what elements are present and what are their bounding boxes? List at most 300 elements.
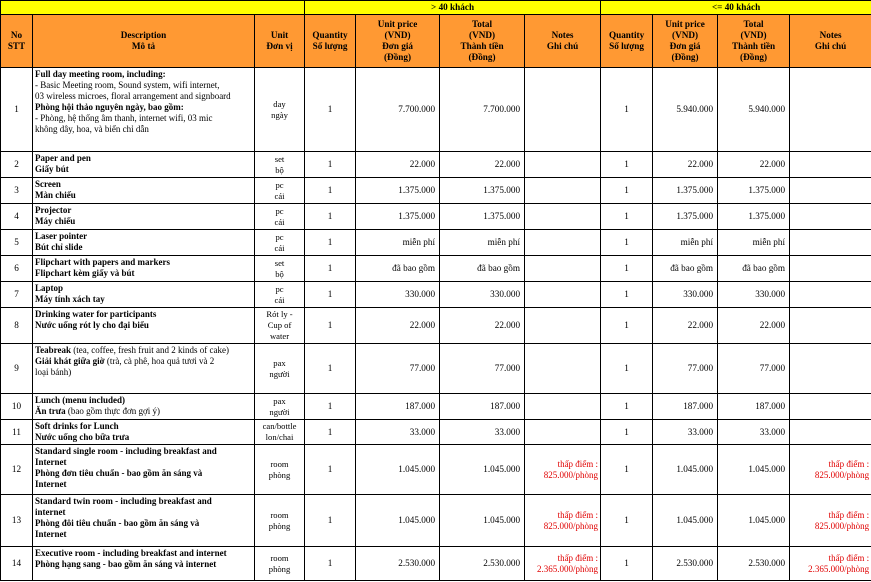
description-line: Lunch (menu included) (35, 395, 126, 405)
cell-line: 825.000/phòng (814, 520, 870, 531)
row-number-text: 10 (11, 401, 22, 411)
total-text: 77.000 (494, 363, 521, 373)
quantity-text: 1 (327, 104, 333, 114)
quantity-above (305, 344, 356, 394)
group-header-blank (1, 1, 305, 15)
row-number-text: 1 (14, 104, 19, 114)
quantity-text: 1 (327, 401, 333, 411)
description-line: Paper and pen (35, 153, 91, 163)
cell-line: người (269, 406, 290, 417)
header-notes-above: Notes Ghi chú (525, 15, 601, 68)
description-line: Internet (35, 479, 67, 489)
price-text: 77.000 (409, 363, 436, 373)
quantity-text: 1 (327, 185, 333, 195)
unit-price-above (356, 445, 440, 495)
price-text: 2.530.000 (398, 558, 436, 568)
description-line: Full day meeting room, including: (35, 69, 166, 79)
unit-price-above (356, 256, 440, 282)
notes-above (525, 547, 601, 581)
description-line: Flipchart with papers and markers (35, 257, 170, 267)
notes-above (525, 256, 601, 282)
notes-upto (790, 68, 871, 152)
quantity-upto (601, 344, 653, 394)
unit-price-above (356, 495, 440, 547)
cell-line: pax (273, 357, 286, 368)
total-upto (718, 68, 790, 152)
notes-above (525, 178, 601, 204)
unit-price-upto (653, 204, 718, 230)
total-above (440, 495, 525, 547)
description-line: Executive room - including breakfast and internet (35, 548, 227, 558)
row-number-text: 12 (11, 464, 22, 474)
cell-line: bộ (275, 268, 284, 279)
description-line: - Phòng, hệ thống âm thanh, internet wifi, 03 mic (35, 113, 213, 123)
total-text: 1.045.000 (483, 464, 521, 474)
description-line: Màn chiếu (35, 190, 76, 200)
description-line: Nước uống cho bữa trưa (35, 432, 130, 442)
header-description: Description Mô tả (33, 15, 255, 68)
notes-upto (790, 178, 871, 204)
total-text: 33.000 (759, 426, 786, 437)
total-upto (718, 445, 790, 495)
table-row (1, 547, 871, 581)
total-upto (718, 420, 790, 445)
quantity-text: 1 (327, 263, 333, 273)
quantity-text: 1 (624, 237, 629, 247)
quantity-above (305, 256, 356, 282)
header-total-above: Total (VND) Thành tiền (Đồng) (440, 15, 525, 68)
row-number-text: 4 (14, 211, 19, 221)
cell-line: 2.365.000/phòng (808, 563, 870, 574)
row-number (1, 495, 33, 547)
description-rest: (trà, cà phê, hoa quả tươi và 2 (104, 356, 215, 366)
row-number (1, 282, 33, 308)
total-above (440, 178, 525, 204)
header-unit-price-upto: Unit price (VND) Đơn giá (Đồng) (653, 15, 718, 68)
cell-line: 825.000/phòng (814, 469, 870, 480)
row-number (1, 445, 33, 495)
description-cell (33, 68, 255, 152)
total-text: 2.530.000 (748, 558, 786, 568)
description-cell (33, 152, 255, 178)
row-number (1, 230, 33, 256)
table-row (1, 230, 871, 256)
cell-line: room (270, 509, 289, 520)
description-cell (33, 204, 255, 230)
cell-line: cái (274, 216, 285, 227)
quantity-above (305, 445, 356, 495)
description-bold: Teabreak (35, 345, 72, 355)
total-text: 1.375.000 (483, 185, 521, 195)
cell-line: thấp điểm : (557, 509, 599, 520)
row-number-text: 6 (14, 263, 19, 273)
price-text: 1.375.000 (676, 211, 714, 221)
quantity-upto (601, 230, 653, 256)
total-text: 187.000 (490, 401, 521, 411)
header-quantity-upto: Quantity Số lượng (601, 15, 653, 68)
unit-cell (255, 178, 305, 204)
unit-price-above (356, 420, 440, 445)
total-upto (718, 394, 790, 420)
cell-line: day (273, 98, 286, 109)
description-cell (33, 394, 255, 420)
cell-line: 825.000/phòng (543, 469, 599, 480)
quantity-above (305, 547, 356, 581)
description-line: Bút chỉ slide (35, 242, 83, 252)
price-text: 33.000 (687, 426, 714, 437)
unit-price-above (356, 282, 440, 308)
row-number (1, 547, 33, 581)
table-row (1, 256, 871, 282)
unit-price-upto (653, 420, 718, 445)
unit-price-upto (653, 445, 718, 495)
notes-upto (790, 152, 871, 178)
description-rest: (bao gồm thực đơn gợi ý) (65, 406, 161, 416)
table-row (1, 308, 871, 344)
quantity-above (305, 178, 356, 204)
unit-price-above (356, 547, 440, 581)
price-text: 330.000 (405, 289, 436, 299)
quantity-text: 1 (624, 104, 629, 114)
description-line: - Basic Meeting room, Sound system, wifi internet, (35, 80, 220, 90)
cell-line: set (274, 257, 285, 268)
row-number-text: 9 (14, 363, 19, 373)
group-header-row (1, 1, 871, 15)
total-text: 187.000 (755, 401, 786, 411)
row-number (1, 394, 33, 420)
cell-line: water (269, 331, 290, 341)
row-number (1, 178, 33, 204)
total-above (440, 420, 525, 445)
total-text: 33.000 (494, 426, 521, 437)
price-text: 1.375.000 (398, 211, 436, 221)
price-text: 5.940.000 (676, 104, 714, 114)
quantity-text: 1 (327, 159, 333, 169)
notes-above (525, 495, 601, 547)
total-upto (718, 282, 790, 308)
unit-price-upto (653, 495, 718, 547)
unit-price-above (356, 344, 440, 394)
quantity-text: 1 (624, 320, 629, 330)
quantity-text: 1 (624, 289, 629, 299)
quantity-above (305, 152, 356, 178)
price-text: 187.000 (405, 401, 436, 411)
cell-line: người (269, 368, 290, 379)
header-no: No STT (1, 15, 33, 68)
quantity-text: 1 (624, 185, 629, 195)
cell-line: pax (273, 395, 286, 406)
price-text: 22.000 (409, 320, 436, 330)
notes-upto (790, 204, 871, 230)
description-line: Phòng đơn tiêu chuẩn - bao gồm ăn sáng và (35, 468, 203, 478)
cell-line: pc (275, 283, 284, 294)
quantity-above (305, 204, 356, 230)
unit-cell (255, 308, 305, 344)
quantity-above (305, 68, 356, 152)
notes-upto (790, 256, 871, 282)
quantity-upto (601, 256, 653, 282)
notes-above (525, 420, 601, 445)
total-upto (718, 256, 790, 282)
unit-price-upto (653, 282, 718, 308)
total-text: miễn phí (487, 237, 521, 247)
unit-cell (255, 420, 305, 445)
unit-price-upto (653, 344, 718, 394)
notes-upto (790, 230, 871, 256)
description-line: Soft drinks for Lunch (35, 421, 119, 431)
unit-price-upto (653, 178, 718, 204)
quantity-text: 1 (327, 289, 333, 299)
table-row (1, 152, 871, 178)
notes-upto (790, 495, 871, 547)
quantity-text: 1 (624, 401, 629, 411)
description-line: Phòng đôi tiêu chuẩn - bao gồm ăn sáng và (35, 518, 200, 528)
unit-price-above (356, 204, 440, 230)
cell-line: 825.000/phòng (543, 520, 599, 531)
description-cell (33, 344, 255, 394)
description-bold: Ăn trưa (35, 406, 66, 416)
notes-above (525, 282, 601, 308)
total-text: 1.375.000 (483, 211, 521, 221)
group-header-up-to-40: <= 40 khách (601, 1, 871, 15)
cell-line: can/bottle (262, 421, 297, 431)
quantity-upto (601, 152, 653, 178)
cell-line: Rót ly - (266, 309, 293, 319)
total-upto (718, 344, 790, 394)
notes-upto (790, 308, 871, 344)
unit-price-upto (653, 308, 718, 344)
quantity-text: 1 (624, 464, 629, 474)
total-upto (718, 204, 790, 230)
row-number-text: 14 (11, 558, 22, 568)
unit-price-above (356, 178, 440, 204)
table-row (1, 68, 871, 152)
total-text: 1.045.000 (483, 515, 521, 525)
unit-cell (255, 204, 305, 230)
row-number (1, 344, 33, 394)
price-text: 1.375.000 (676, 185, 714, 195)
price-text: 1.045.000 (676, 515, 714, 525)
quantity-text: 1 (624, 263, 629, 273)
description-line: Standard single room - including breakfast and (35, 446, 217, 456)
quantity-above (305, 230, 356, 256)
notes-above (525, 68, 601, 152)
total-upto (718, 178, 790, 204)
description-line: Internet (35, 457, 67, 467)
quantity-above (305, 420, 356, 445)
price-text: 1.045.000 (676, 464, 714, 474)
table-row (1, 282, 871, 308)
unit-cell (255, 256, 305, 282)
cell-line: room (270, 458, 289, 469)
price-text: 1.375.000 (398, 185, 436, 195)
total-text: miễn phí (752, 237, 786, 247)
total-above (440, 344, 525, 394)
unit-price-upto (653, 547, 718, 581)
description-line: Phòng hội thảo nguyên ngày, bao gồm: (35, 102, 184, 112)
description-cell (33, 445, 255, 495)
price-text: 1.045.000 (398, 515, 436, 525)
description-cell (33, 256, 255, 282)
quantity-text: 1 (624, 363, 629, 373)
cell-line: 2.365.000/phòng (537, 563, 599, 574)
quantity-upto (601, 68, 653, 152)
total-above (440, 152, 525, 178)
notes-upto (790, 282, 871, 308)
price-text: 7.700.000 (398, 104, 436, 114)
total-text: 77.000 (759, 363, 786, 373)
row-number (1, 256, 33, 282)
price-text: 22.000 (687, 320, 714, 330)
total-above (440, 547, 525, 581)
unit-cell (255, 282, 305, 308)
column-header-row (1, 15, 871, 68)
quantity-text: 1 (624, 515, 629, 525)
price-text: 33.000 (409, 426, 436, 437)
total-above (440, 282, 525, 308)
price-text: 2.530.000 (676, 558, 714, 568)
header-total-upto: Total (VND) Thành tiền (Đồng) (718, 15, 790, 68)
total-text: 1.045.000 (748, 464, 786, 474)
quantity-text: 1 (327, 515, 333, 525)
cell-line: cái (274, 190, 285, 201)
total-above (440, 204, 525, 230)
quantity-text: 1 (624, 558, 629, 568)
quantity-above (305, 394, 356, 420)
cell-line: thấp điểm : (828, 458, 870, 469)
unit-cell (255, 495, 305, 547)
total-above (440, 68, 525, 152)
notes-upto (790, 344, 871, 394)
description-line: Screen (35, 179, 61, 189)
unit-price-above (356, 152, 440, 178)
cell-line: pc (275, 205, 284, 216)
total-above (440, 308, 525, 344)
quantity-text: 1 (624, 159, 629, 169)
quantity-upto (601, 282, 653, 308)
quantity-upto (601, 420, 653, 445)
row-number-text: 8 (14, 320, 19, 330)
table-row (1, 445, 871, 495)
group-header-above-40: > 40 khách (305, 1, 601, 15)
description-cell (33, 178, 255, 204)
description-line: Nước uống rót ly cho đại biểu (35, 320, 149, 330)
total-text: 1.375.000 (748, 211, 786, 221)
cell-line: phòng (268, 563, 291, 574)
description-line: Máy chiếu (35, 216, 76, 226)
price-text: 77.000 (687, 363, 714, 373)
unit-price-above (356, 394, 440, 420)
description-line: 03 wireless microes, floral arrangement and signboard (35, 91, 231, 101)
total-text: 1.375.000 (748, 185, 786, 195)
description-cell (33, 308, 255, 344)
cell-line: bộ (275, 164, 284, 175)
quantity-text: 1 (327, 558, 333, 568)
quantity-above (305, 495, 356, 547)
row-number (1, 152, 33, 178)
unit-cell (255, 445, 305, 495)
quantity-text: 1 (327, 211, 333, 221)
row-number (1, 420, 33, 445)
cell-line: thấp điểm : (828, 552, 870, 563)
notes-above (525, 394, 601, 420)
unit-price-above (356, 308, 440, 344)
row-number-text: 2 (14, 159, 19, 169)
notes-above (525, 308, 601, 344)
description-line: Standard twin room - including breakfast and (35, 496, 212, 506)
quantity-upto (601, 495, 653, 547)
unit-price-above (356, 230, 440, 256)
total-upto (718, 495, 790, 547)
table-row (1, 344, 871, 394)
table-row (1, 394, 871, 420)
total-text: 330.000 (490, 289, 521, 299)
row-number (1, 204, 33, 230)
price-text: 1.045.000 (398, 464, 436, 474)
description-line: Drinking water for participants (35, 309, 157, 319)
notes-above (525, 230, 601, 256)
price-text: miễn phí (680, 237, 714, 247)
row-number-text: 7 (14, 289, 19, 299)
description-line: không dây, hoa, và biển chỉ dẫn (35, 124, 149, 134)
description-line: Laptop (35, 283, 64, 293)
unit-price-upto (653, 230, 718, 256)
description-line: Phòng hạng sang - bao gồm ăn sáng và internet (35, 559, 217, 569)
table-row (1, 204, 871, 230)
price-text: 22.000 (687, 159, 714, 169)
cell-line: lon/chai (265, 432, 294, 442)
notes-upto (790, 445, 871, 495)
header-quantity-above: Quantity Số lượng (305, 15, 356, 68)
cell-line: pc (275, 231, 284, 242)
header-unit-price-above: Unit price (VND) Đơn giá (Đồng) (356, 15, 440, 68)
price-text: miễn phí (402, 237, 436, 247)
description-line: Laser pointer (35, 231, 88, 241)
quantity-text: 1 (327, 237, 333, 247)
quantity-text: 1 (624, 211, 629, 221)
notes-above (525, 204, 601, 230)
total-text: 22.000 (494, 320, 521, 330)
total-above (440, 394, 525, 420)
cell-line: set (274, 153, 285, 164)
description-line: internet (35, 507, 66, 517)
cell-line: thấp điểm : (557, 458, 599, 469)
price-text: 187.000 (683, 401, 714, 411)
quantity-upto (601, 308, 653, 344)
row-number (1, 308, 33, 344)
total-upto (718, 152, 790, 178)
total-above (440, 230, 525, 256)
description-cell (33, 420, 255, 445)
quantity-upto (601, 394, 653, 420)
unit-cell (255, 394, 305, 420)
quantity-above (305, 308, 356, 344)
header-unit: Unit Đơn vị (255, 15, 305, 68)
total-text: 22.000 (759, 159, 786, 169)
cell-line: pc (275, 179, 284, 190)
price-text: đã bao gồm (670, 263, 714, 273)
unit-cell (255, 68, 305, 152)
quantity-text: 1 (327, 464, 333, 474)
quantity-upto (601, 547, 653, 581)
total-text: 330.000 (755, 289, 786, 299)
price-text: 330.000 (683, 289, 714, 299)
header-notes-upto: Notes Ghi chú (790, 15, 871, 68)
cell-line: cái (274, 294, 285, 305)
row-number-text: 11 (12, 426, 21, 437)
description-cell (33, 282, 255, 308)
unit-cell (255, 547, 305, 581)
